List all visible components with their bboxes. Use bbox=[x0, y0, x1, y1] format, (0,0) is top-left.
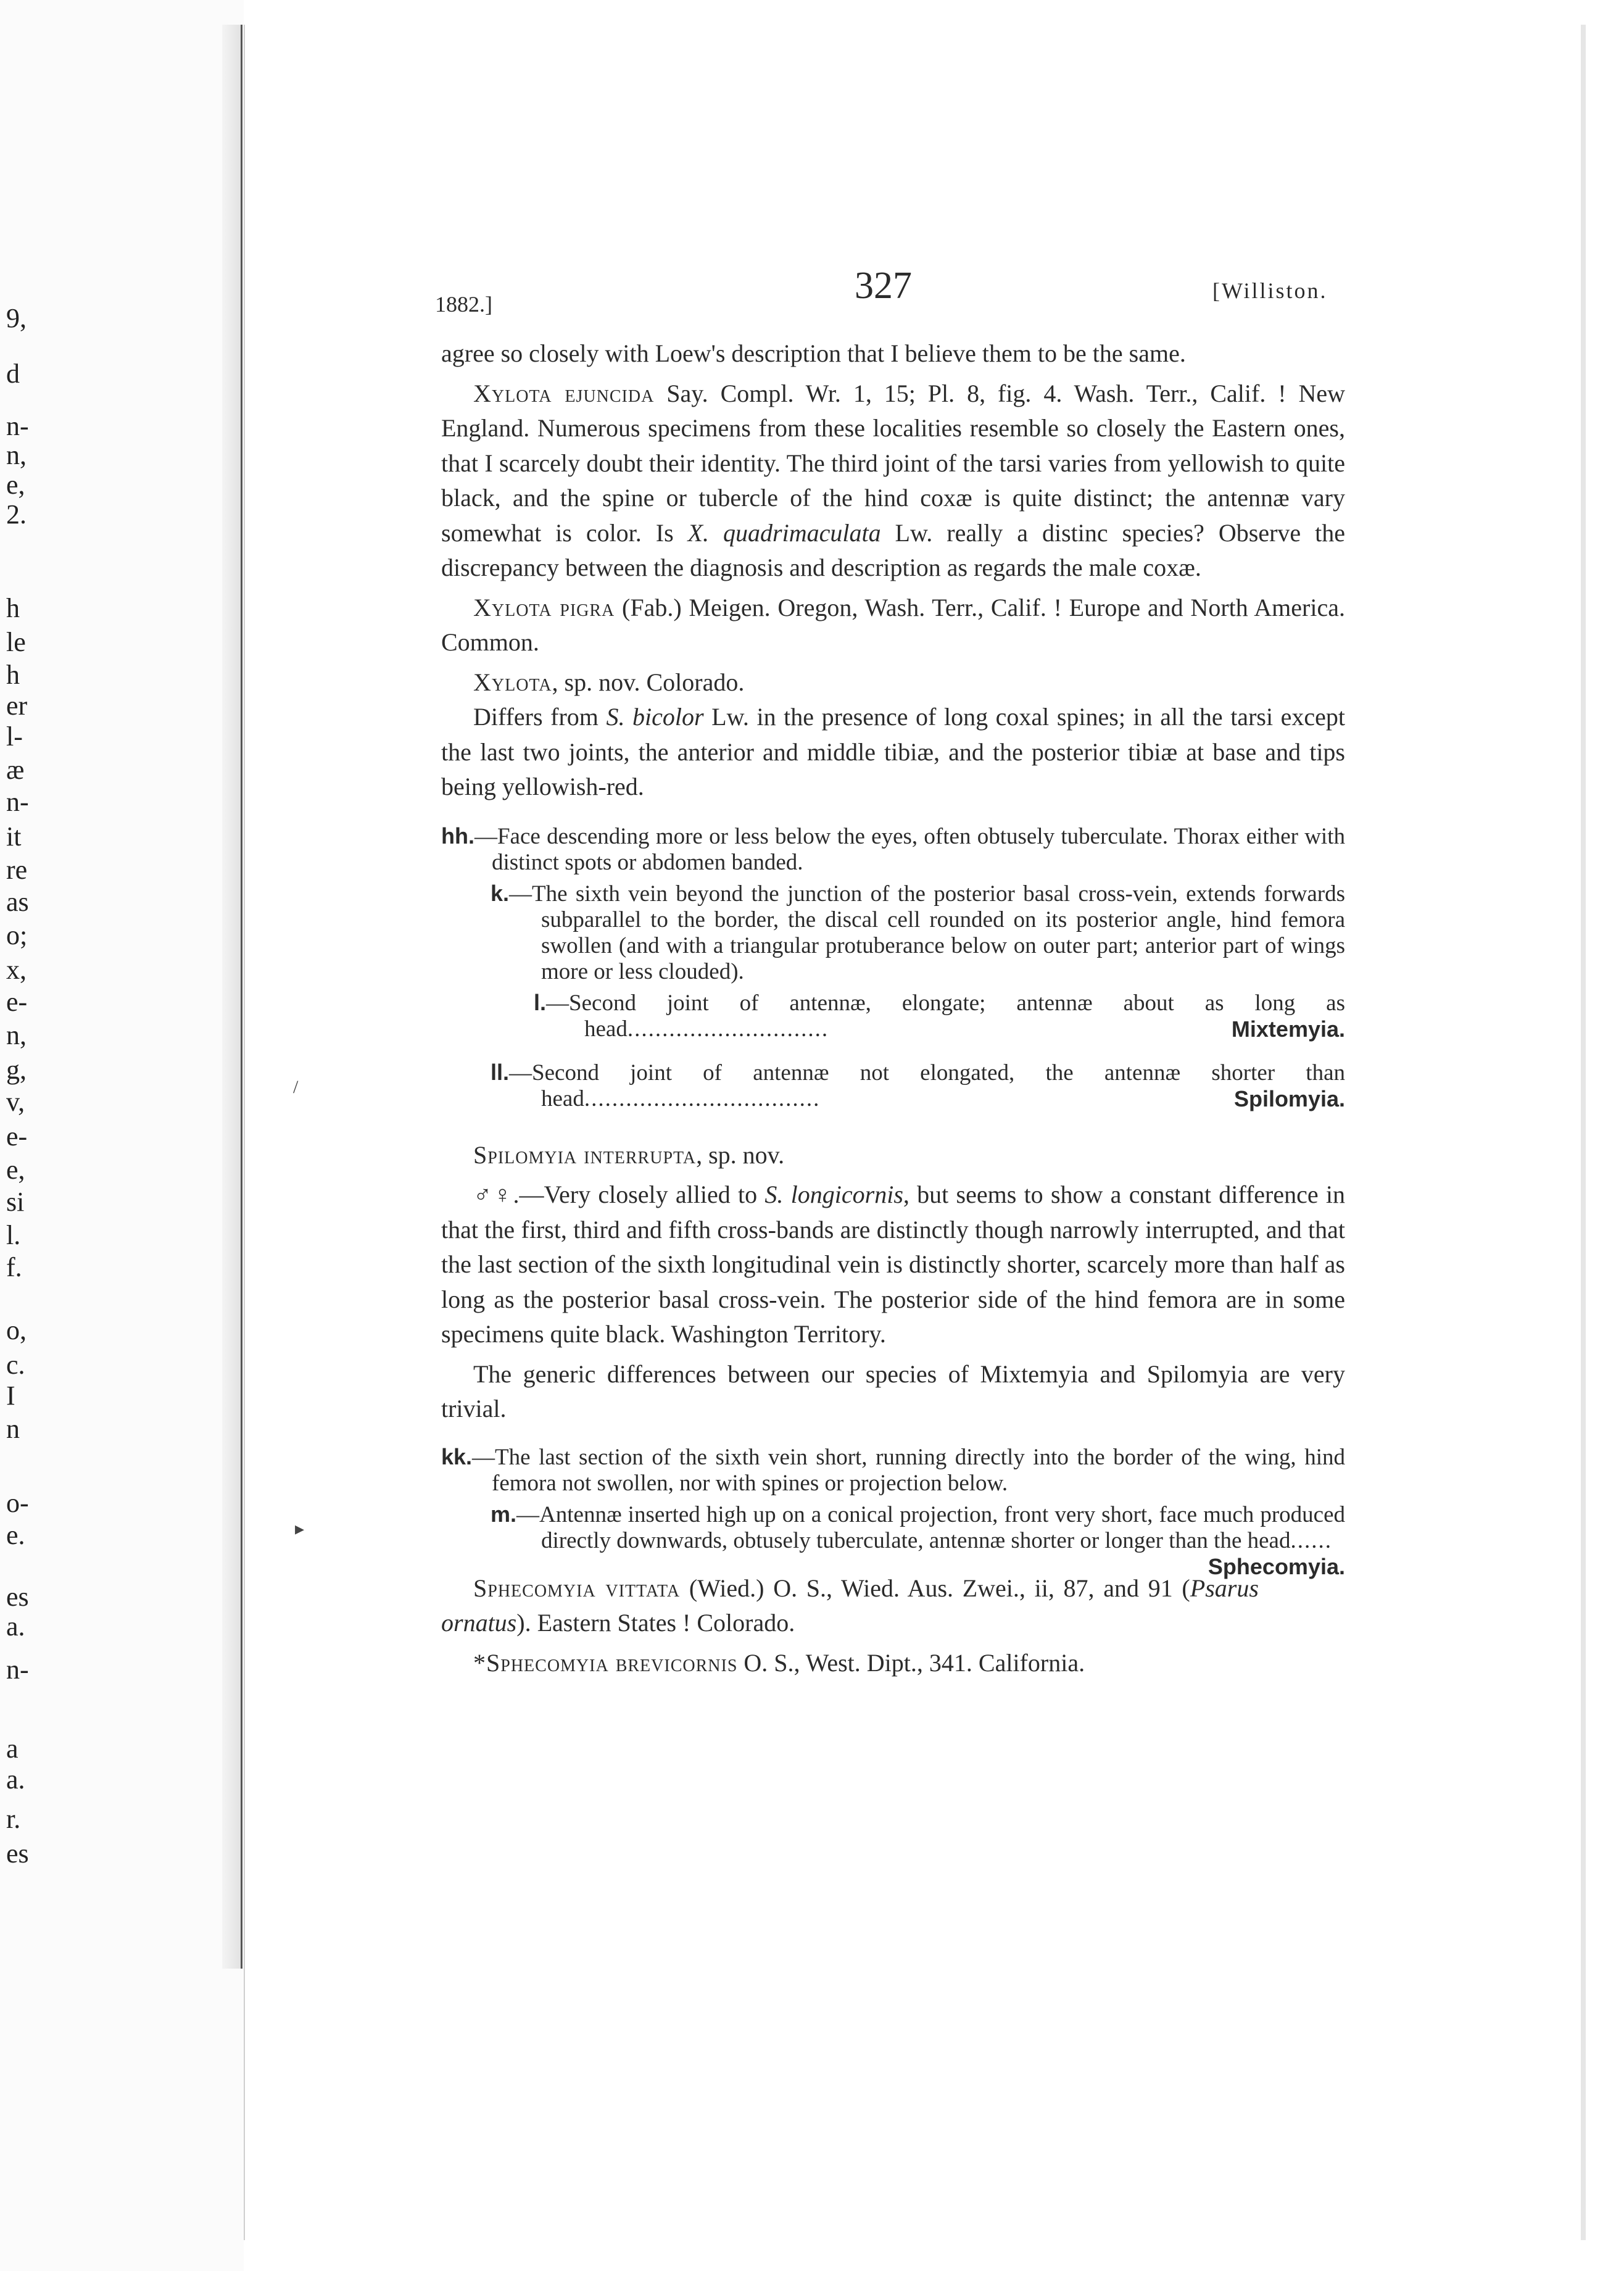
facing-page-fragment: n bbox=[6, 1414, 20, 1444]
paragraph-xylota-differs: Differs from S. bicolor Lw. in the presence of long coxal spines; in all the tarsi except the last two joints, the anterior and middle tibiæ, and the posterior tibiæ at base and tips being yellowish-red. bbox=[441, 703, 1346, 800]
facing-page-fragment: c. bbox=[6, 1350, 25, 1380]
facing-page-fragment: er bbox=[6, 691, 28, 721]
facing-page-fragment: n- bbox=[6, 411, 29, 441]
facing-page-fragment: o; bbox=[6, 920, 28, 950]
paragraph-generic-differences: The generic differences between our species of Mixtemyia and Spilomyia are very trivial. bbox=[441, 1360, 1345, 1422]
facing-page-fragment: x, bbox=[6, 955, 27, 985]
key-entry-l: l.—Second joint of antennæ, elongate; antennæ about as long as head............................. Mixtemyia. bbox=[534, 989, 1345, 1042]
genus-mixtemyia: Mixtemyia. bbox=[1231, 1016, 1345, 1042]
facing-page-fragment: 2. bbox=[6, 499, 27, 529]
facing-page-fragment: e, bbox=[6, 1155, 25, 1185]
margin-dot-mark: ▸ bbox=[295, 1519, 305, 1539]
facing-page-fragment: l. bbox=[6, 1220, 21, 1250]
facing-page-fragment: n, bbox=[6, 440, 27, 470]
facing-page-fragment: d bbox=[6, 359, 20, 389]
facing-page-fragment: e, bbox=[6, 470, 25, 500]
facing-page-fragment: si bbox=[6, 1187, 25, 1217]
facing-page-fragment: h bbox=[6, 660, 20, 690]
key-entry-ll: ll.—Second joint of antennæ not elongated, the antennæ shorter than head.................................. Spilomyia. bbox=[491, 1059, 1345, 1111]
species-name: Sphecomyia vittata bbox=[473, 1574, 681, 1602]
species-name: Xylota ejuncida bbox=[473, 379, 655, 407]
facing-page-fragment: r. bbox=[6, 1804, 21, 1834]
facing-page-fragment: g, bbox=[6, 1055, 27, 1085]
facing-page-fragment: o, bbox=[6, 1315, 27, 1345]
genus-sphecomyia: Sphecomyia. bbox=[1208, 1553, 1345, 1579]
species-name: Xylota pigra bbox=[473, 593, 615, 621]
facing-page-fragment: o- bbox=[6, 1488, 29, 1518]
species-name: Xylota bbox=[473, 668, 552, 696]
paragraph-xylota-pigra: Xylota pigra (Fab.) Meigen. Oregon, Wash. Terr., Calif. ! Europe and North America. Common. bbox=[441, 593, 1345, 656]
facing-page-fragment: l- bbox=[6, 721, 23, 752]
facing-page-edge bbox=[0, 0, 244, 2271]
paragraph-xylota-ejuncida: Xylota ejuncida Say. Compl. Wr. 1, 15; Pl. 8, fig. 4. Wash. Terr., Calif. ! New England. Numerous specimens from these localities resemble so closely the Eastern ones, that I scarcely doubt their identity. The third joint of the tarsi varies from yellowish to quite black, and the spine or tubercle of the hind coxæ is quite distinct; the antennæ vary somewhat is color. Is X. quadrimaculata Lw. really a distinc species? Observe the discrepancy between the diagnosis and description as regards the male coxæ. bbox=[441, 379, 1346, 581]
page-gutter bbox=[222, 25, 242, 1969]
facing-page-fragment: 9, bbox=[6, 303, 27, 333]
facing-page-fragment: re bbox=[6, 855, 28, 885]
facing-page-fragment: n, bbox=[6, 1020, 27, 1050]
facing-page-fragment: n- bbox=[6, 787, 29, 817]
paragraph-continued: agree so closely with Loew's description that I believe them to be the same. bbox=[441, 339, 1186, 367]
margin-tick-mark: / bbox=[293, 1077, 299, 1097]
facing-page-fragment: le bbox=[6, 627, 26, 657]
facing-page-fragment: e. bbox=[6, 1520, 25, 1550]
facing-page-fragment: a bbox=[6, 1733, 19, 1764]
paragraph-sphecomyia-brevicornis: *Sphecomyia brevicornis O. S., West. Dipt., 341. California. bbox=[473, 1648, 1085, 1677]
key-entry-kk: kk.—The last section of the sixth vein short, running directly into the border of the wing, hind femora not swollen, nor with spines or projection below. bbox=[441, 1443, 1345, 1496]
page-number: 327 bbox=[855, 265, 912, 307]
species-name: *Sphecomyia brevicornis bbox=[473, 1648, 738, 1677]
key-entry-m: m.—Antennæ inserted high up on a conical projection, front very short, face much produced directly downwards, obtusely tuberculate, antennæ shorter or longer than the head...... Sphecomyia. bbox=[491, 1501, 1345, 1579]
facing-page-fragment: it bbox=[6, 821, 22, 852]
facing-page-fragment: I bbox=[6, 1380, 15, 1411]
running-head-year: 1882.] bbox=[435, 292, 492, 317]
facing-page-fragment: e- bbox=[6, 987, 28, 1017]
facing-page-fragment: a. bbox=[6, 1611, 25, 1642]
running-head-author: [Williston. bbox=[1212, 278, 1328, 303]
page-body bbox=[441, 336, 1345, 1685]
heading-spilomyia-interrupta: Spilomyia interrupta, sp. nov. bbox=[473, 1140, 785, 1169]
facing-page-fragment: es bbox=[6, 1582, 29, 1612]
key-entry-hh: hh.—Face descending more or less below the eyes, often obtusely tuberculate. Thorax either with distinct spots or abdomen banded. bbox=[441, 823, 1345, 875]
paragraph-sphecomyia-vittata: Sphecomyia vittata (Wied.) O. S., Wied. Aus. Zwei., ii, 87, and 91 (Psarus ornatus). Eastern States ! Colorado. bbox=[441, 1574, 1259, 1637]
facing-page-fragment: a. bbox=[6, 1764, 25, 1795]
facing-page-fragment: f. bbox=[6, 1252, 22, 1282]
paragraph-xylota-sp-nov: Xylota, sp. nov. Colorado. bbox=[473, 668, 745, 696]
paragraph-spilomyia-description: ♂♀.—Very closely allied to S. longicornis, but seems to show a constant difference in that the first, third and fifth cross-bands are distinctly though narrowly interrupted, and that the last section of the sixth longitudinal vein is distinctly shorter, scarcely more than half as long as the posterior basal cross-vein. The posterior side of the hind femora are in some specimens quite black. Washington Territory. bbox=[441, 1181, 1346, 1348]
facing-page-fragment: h bbox=[6, 593, 20, 623]
facing-page-fragment: n- bbox=[6, 1654, 29, 1685]
facing-page-fragment: v, bbox=[6, 1087, 25, 1117]
facing-page-fragment: æ bbox=[6, 755, 25, 785]
facing-page-fragment: as bbox=[6, 887, 29, 917]
key-entry-k: k.—The sixth vein beyond the junction of the posterior basal cross-vein, extends forwards subparallel to the border, the discal cell rounded on its posterior angle, hind femora swollen (and with a triangular protuberance below on outer part; anterior part of wings more or less clouded). bbox=[491, 880, 1345, 984]
genus-spilomyia: Spilomyia. bbox=[1233, 1086, 1345, 1111]
facing-page-fragment: e- bbox=[6, 1121, 28, 1152]
facing-page-fragment: es bbox=[6, 1838, 29, 1869]
